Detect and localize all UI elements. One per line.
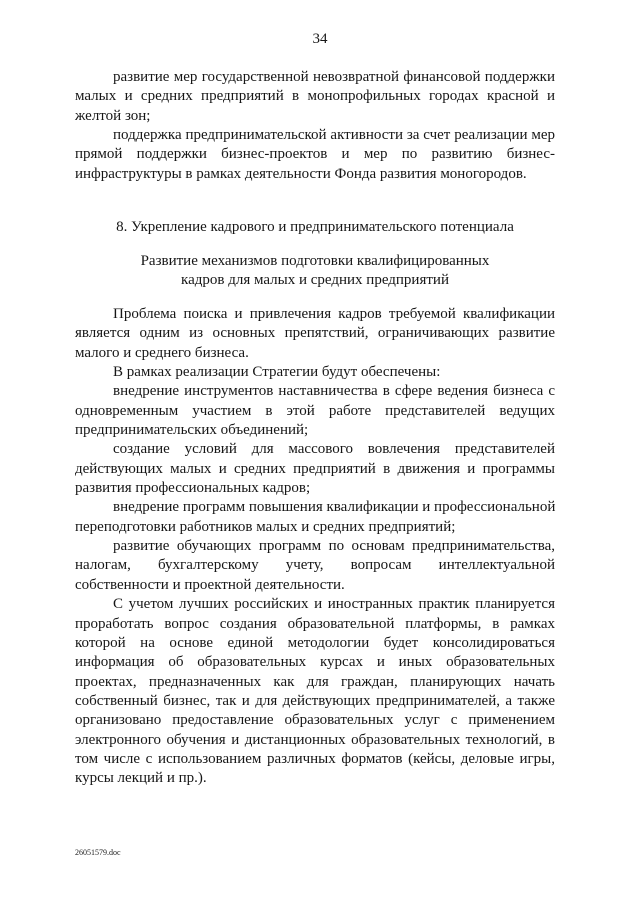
text-line: курсы лекций и пр.). <box>75 770 207 787</box>
text-line: Проблема поиска и привлечения кадров требуемой квалификации <box>113 306 555 322</box>
text-line: собственный бизнес, так и для действующих предпринимателей, а также <box>75 692 555 709</box>
paragraph <box>75 305 555 363</box>
text-line: развитие обучающих программ по основам предпринимательства, <box>113 538 555 555</box>
text-line: желтой зон; <box>75 107 151 124</box>
paragraph <box>75 68 555 126</box>
text-line: В рамках реализации Стратегии будут обеспечены: <box>113 364 441 381</box>
text-line: развитие мер государственной невозвратной финансовой поддержки <box>113 69 555 85</box>
text-line: организовано предоставление образовательных услуг с применением <box>75 712 555 729</box>
list-item <box>75 440 555 498</box>
text-line: предпринимательских объединений; <box>75 422 309 439</box>
text-line: внедрение программ повышения квалификации и профессиональной <box>113 499 556 516</box>
text-line: малых и средних предприятий в монопрофильных городах красной и <box>75 88 555 105</box>
text-line: информация об образовательных курсах и иных образовательных <box>75 654 555 671</box>
text-line: проработать вопрос создания образовательной платформы, в рамках <box>75 615 555 632</box>
text-line: поддержка предпринимательской активности за счет реализации мер <box>113 127 555 144</box>
text-line: является одним из основных препятствий, ограничивающих развитие <box>75 325 555 342</box>
text-line: том числе с использованием различных форматов (кейсы, деловые игры, <box>75 750 555 767</box>
text-line: прямой поддержки бизнес-проектов и мер по развитию бизнес- <box>75 146 555 163</box>
list-item <box>75 537 555 595</box>
text-line: электронного обучения и дистанционных образовательных технологий, в <box>75 731 555 748</box>
text-line: малого и среднего бизнеса. <box>75 344 249 361</box>
subheading-line: Развитие механизмов подготовки квалифицированных <box>140 253 490 269</box>
section-heading <box>75 218 555 237</box>
paragraph <box>75 363 555 382</box>
text-line: которой на основе единой методологии будет консолидироваться <box>75 634 555 651</box>
section-body <box>75 305 555 789</box>
text-line: одновременным участием в этой работе представителей ведущих <box>75 402 555 419</box>
text-line: С учетом лучших российских и иностранных практик планируется <box>113 596 555 613</box>
text-line: налогам, бухгалтерскому учету, вопросам интеллектуальной <box>75 557 555 574</box>
intro-list <box>75 68 555 184</box>
paragraph <box>75 126 555 184</box>
list-item <box>75 382 555 440</box>
text-line: переподготовки работников малых и средних предприятий; <box>75 518 456 535</box>
subheading-line: кадров для малых и средних предприятий <box>181 272 449 289</box>
text-line: действующих малых и средних предприятий в движения и программы <box>75 460 555 477</box>
footer-file-name: 26051579.doc <box>75 848 121 857</box>
paragraph <box>75 595 555 788</box>
section-heading-text: 8. Укрепление кадрового и предпринимательского потенциала <box>116 219 514 235</box>
text-line: развития профессиональных кадров; <box>75 480 311 497</box>
page-number: 34 <box>312 31 328 47</box>
list-item <box>75 498 555 537</box>
text-line: проектах, предназначенных как для граждан, планирующих начать <box>75 673 555 690</box>
text-line: внедрение инструментов наставничества в сфере ведения бизнеса с <box>113 383 555 400</box>
section-subheading <box>75 252 555 291</box>
text-line: инфраструктуры в рамках деятельности Фонда развития моногородов. <box>75 165 527 182</box>
text-line: создание условий для массового вовлечения представителей <box>113 441 555 458</box>
text-line: собственности и проектной деятельности. <box>75 576 345 593</box>
